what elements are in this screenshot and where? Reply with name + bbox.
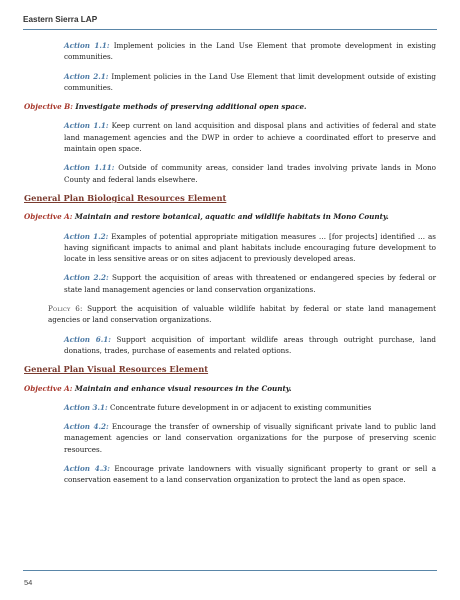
action-paragraph bbox=[24, 463, 436, 486]
action-label: Action 6.1: bbox=[64, 334, 111, 344]
action-text: Keep current on land acquisition and disposal plans and activities of federal and state land management agencies and the DWP in order to achieve a coordinated effort to preserve and maintain open space. bbox=[64, 121, 436, 154]
policy-paragraph bbox=[24, 303, 436, 326]
action-text: Examples of potential appropriate mitigation measures … [for projects] identified … as having significant impacts to animal and plant habitats include encouraging future development to locate in less sensitive areas or on sites adjacent to previously developed areas. bbox=[64, 231, 436, 264]
action-text: Outside of community areas, consider land trades involving private lands in Mono County and federal lands elsewhere. bbox=[64, 163, 437, 184]
action-label: Action 3.1: bbox=[64, 402, 108, 412]
action-paragraph bbox=[24, 272, 436, 295]
action-paragraph bbox=[24, 120, 436, 154]
objective-line bbox=[24, 101, 436, 112]
action-paragraph bbox=[24, 231, 436, 265]
policy-text: Support the acquisition of valuable wildlife habitat by federal or state land management agencies or land conservation organizations. bbox=[48, 304, 436, 325]
objective-label: Objective B: bbox=[24, 102, 73, 112]
action-text: Encourage private landowners with visually significant property to grant or sell a conservation easement to a land conservation organization to protect the land as open space. bbox=[64, 464, 436, 485]
action-label: Action 1.11: bbox=[64, 163, 115, 173]
document-header-title: Eastern Sierra LAP bbox=[23, 15, 98, 24]
page-number: 54 bbox=[24, 578, 33, 587]
action-label: Action 1.1: bbox=[64, 41, 110, 50]
action-label: Action 2.1: bbox=[64, 71, 109, 81]
action-label: Action 4.3: bbox=[64, 464, 110, 474]
objective-text: Investigate methods of preserving additional open space. bbox=[72, 102, 307, 112]
action-paragraph bbox=[24, 162, 436, 185]
page-content bbox=[24, 40, 436, 494]
action-label: Action 2.2: bbox=[64, 273, 109, 283]
action-label: Action 4.2: bbox=[64, 422, 109, 432]
objective-text: Maintain and restore botanical, aquatic and wildlife habitats in Mono County. bbox=[72, 212, 389, 222]
header-divider bbox=[23, 29, 437, 30]
section-heading-biological: General Plan Biological Resources Element bbox=[24, 192, 227, 203]
policy-label: Policy 6: bbox=[48, 304, 83, 314]
action-text: Encourage the transfer of ownership of visually significant private land to public land management agencies or land conservation organizations for the purpose of preserving scenic resources. bbox=[64, 422, 436, 454]
action-label: Action 1.2: bbox=[64, 231, 109, 241]
action-paragraph bbox=[24, 40, 436, 63]
action-text: Concentrate future development in or adjacent to existing communities bbox=[107, 402, 372, 412]
action-paragraph bbox=[24, 334, 436, 357]
action-text: Implement policies in the Land Use Element that promote development in existing communities. bbox=[64, 41, 436, 62]
footer-divider bbox=[23, 570, 437, 571]
objective-label: Objective A: bbox=[24, 383, 73, 393]
action-paragraph bbox=[24, 402, 436, 413]
action-text: Support the acquisition of areas with threatened or endangered species by federal or state land management agencies or land conservation organizations. bbox=[64, 273, 437, 294]
action-label: Action 1.1: bbox=[64, 121, 109, 131]
objective-line bbox=[24, 383, 436, 394]
objective-text: Maintain and enhance visual resources in the County. bbox=[72, 383, 292, 393]
objective-label: Objective A: bbox=[24, 212, 73, 222]
objective-line bbox=[24, 211, 436, 222]
action-text: Implement policies in the Land Use Element that limit development outside of existing communities. bbox=[64, 71, 436, 92]
action-paragraph bbox=[24, 421, 436, 455]
section-heading-visual: General Plan Visual Resources Element bbox=[24, 364, 209, 375]
action-text: Support acquisition of important wildlife areas through outright purchase, land donations, trades, purchase of easements and related options. bbox=[64, 334, 436, 355]
action-paragraph bbox=[24, 71, 436, 94]
